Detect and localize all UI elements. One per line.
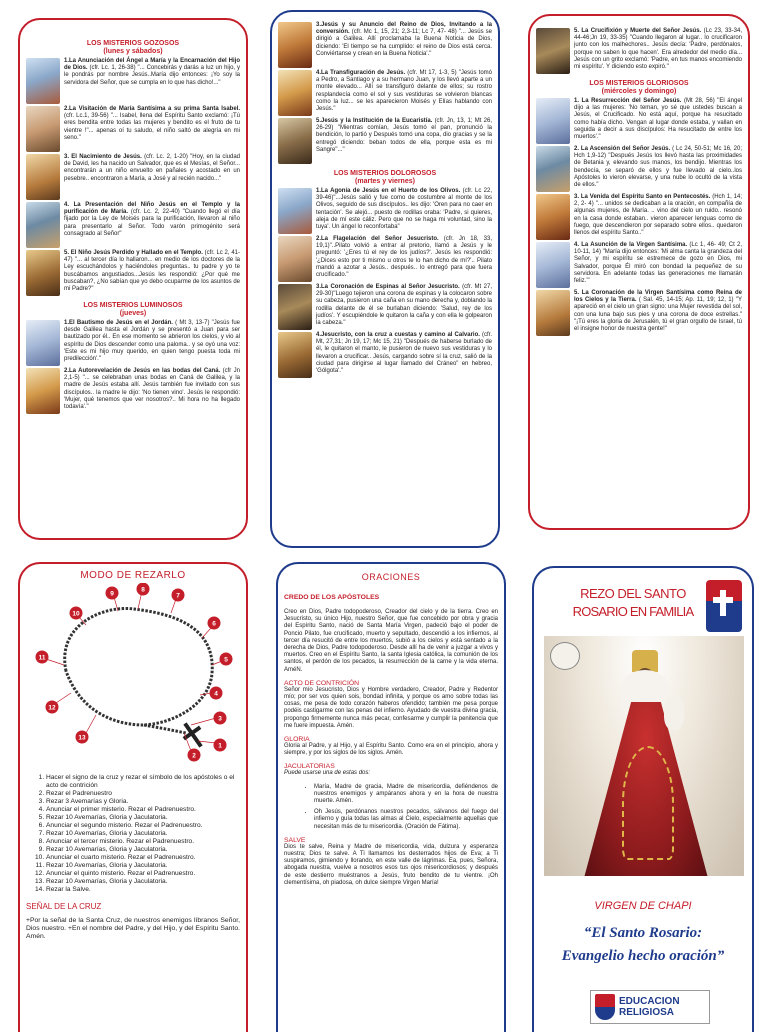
mysteries-panel-2 (270, 10, 500, 548)
mystery-item (536, 290, 742, 336)
mystery-item (278, 70, 492, 116)
how-to-pray-title: MODO DE REZARLO (80, 570, 186, 581)
step-item: 2. Rezar el Padrenuestro (46, 790, 240, 798)
senal-text: +Por la señal de la Santa Cruz, de nuestros enemigos líbranos Señor, Dios nuestro. +En el nombre del Padre, y del Hijo, y del Espíritu Santo. Amén. (26, 917, 240, 940)
bead-label: 7 (176, 592, 180, 600)
step-item: 1. Hacer el signo de la cruz y rezar el símbolo de los apóstoles o el acto de contrición (46, 774, 240, 790)
assumption-image (536, 242, 570, 288)
mystery-title: 5. El Niño Jesús Perdido y Hallado en el Templo. (64, 250, 203, 256)
step-item: 13. Rezar 10 Avemarías, Gloria y Jaculatoria. (46, 878, 240, 886)
school-logo (706, 580, 742, 632)
mystery-text: ( Lc 24, 50-51; Mc 16, 20; Hch 1,9-12) "Después Jesús los llevó hasta las proximidades de Betania y, elevando sus manos, los bendijo. Mientras los bendecía, se separó de ellos y fue llevado al cielo..los Apóstoles lo vieron elevarse, y una nube lo ocultó de la vista de ellos." (574, 146, 742, 189)
badge-line1: EDUCACION (619, 996, 680, 1007)
step-item: 6. Anunciar el segundo misterio. Rezar el Padrenuestro. (46, 822, 240, 830)
bead-label: 5 (224, 656, 228, 664)
prayers-title: ORACIONES (361, 572, 421, 582)
step-item: 5. Rezar 10 Avemarías, Gloria y Jaculatoria. (46, 814, 240, 822)
coronation-image (536, 290, 570, 336)
mystery-item (536, 194, 742, 240)
bead-label: 12 (48, 704, 56, 712)
contricion-text: Señor mío Jesucristo, Dios y Hombre verdadero, Creador, Padre y Redentor mío; por ser vos quien sois, bondad infinita, y porque os amo sobre todas las cosas, me pesa de todo corazón haberos ofendido; también me pesa porque podéis castigarme con las penas del infierno. Ayudado de vuestra divina gracia, propongo firmemente nunca más pecar, confesarme y cumplir la penitencia que me fuere impuesta. Amén. (284, 686, 498, 729)
bead-label: 8 (141, 586, 145, 594)
badge-shield-icon (595, 994, 615, 1020)
mystery-item (26, 154, 240, 200)
child-figure (664, 696, 684, 730)
gozosos-subtitle: (lunes y sábados) (103, 48, 163, 55)
cover-title-line2: ROSARIO EN FAMILIA (572, 604, 694, 619)
mystery-title: 4.Jesucristo, con la cruz a cuestas y camino al Calvario. (316, 332, 480, 338)
senal-title: SEÑAL DE LA CRUZ (26, 902, 102, 911)
mystery-item (26, 106, 240, 152)
mystery-text: (Mt 28, 56) "El ángel dijo a las mujeres: 'No teman, yo sé que ustedes buscan a Jesús, el Crucificado. No está aquí, porque ha resucitado como había dicho. Vengan al lugar donde estaba, y vallan en seguida a decir a sus discípulos: Ha resucitado de entre los muertos'." (574, 98, 742, 141)
mystery-title: 2. La Ascensión del Señor Jesús. (574, 146, 671, 152)
bead-label: 1 (218, 742, 222, 750)
rosary-diagram (26, 583, 240, 763)
mystery-item (26, 320, 240, 366)
jaculatorias-list (284, 784, 498, 831)
mystery-title: 4. La Asunción de la Virgen Santísima. (574, 242, 688, 248)
mystery-text: (cfr. Mt 27, 29-30)"Luego tejieron una corona de espinas y la colocaron sobre su cabeza, pusieron una caña en su mano derecha y, doblando la rodilla delante de él se burlaban diciendo: 'Salud, rey de los judíos'. Y escupiéndole le quitaron la caña y con ella le golpearon la cabeza." (316, 284, 492, 327)
bead-label: 13 (78, 734, 86, 742)
luminosos-subtitle: (jueves) (119, 310, 147, 317)
crucifixion-image (536, 28, 570, 74)
carrying-cross-image (278, 332, 312, 378)
gozosos-title: LOS MISTERIOS GOZOSOS (86, 40, 180, 47)
bead-label: 4 (214, 690, 218, 698)
cover-panel (532, 566, 754, 1032)
mystery-title: 3.Jesús y su Anuncio del Reino de Dios, Invitando a la conversión. (316, 22, 492, 36)
bead-label: 2 (192, 752, 196, 760)
step-item: 12. Anunciar el quinto misterio. Rezar el Padrenuestro. (46, 870, 240, 878)
steps-list (26, 774, 240, 894)
badge-line2: RELIGIOSA (619, 1007, 675, 1018)
contricion-title: ACTO DE CONTRICIÓN (284, 679, 360, 687)
cana-image (26, 368, 60, 414)
jaculatoria-item: • María, Madre de gracia, Madre de misericordia, defiéndenos de nuestros enemigos y ampáranos ahora y en la hora de nuestra muerte. Amén. (314, 784, 498, 806)
mysteries-panel-1 (18, 18, 248, 540)
cover-title-line1: REZO DEL SANTO (580, 586, 686, 601)
mystery-text: (cfr. Mt 17, 1-3, 5) "Jesús tomó a Pedro, a Santiago y a su hermano Juan, y los llevó aparte a un monte elevado... Allí se transfiguró delante de ellos; su rostro resplandecía como el sol y sus vestiduras se volvieron blancas como la luz... se les aparecieron Moisés y Elías hablando con Jesús." (316, 70, 492, 113)
eucharist-image (278, 118, 312, 164)
bead-label: 3 (218, 715, 222, 723)
baptism-image (26, 320, 60, 366)
mystery-item (278, 188, 492, 234)
mystery-title: 4.La Transfiguración de Jesús. (316, 70, 406, 76)
prayers-panel (276, 562, 506, 1032)
quote-line1: “El Santo Rosario: (583, 925, 703, 941)
luminosos-title: LOS MISTERIOS LUMINOSOS (83, 302, 183, 309)
mystery-title: 5.Jesús y la Institución de la Eucaristía. (316, 118, 433, 124)
how-to-pray-panel (18, 562, 248, 1032)
mystery-title: 4. La Presentación del Niño Jesús en el Templo y la purificación de María. (64, 202, 240, 216)
mystery-title: 1. La Resurrección del Señor Jesús. (574, 98, 682, 104)
annunciation-image (26, 58, 60, 104)
resurrection-image (536, 98, 570, 144)
bead-label: 6 (212, 620, 216, 628)
cross-icon (720, 590, 726, 616)
jaculatorias-subtitle: Puede usarse una de estas dos: (284, 770, 371, 777)
mystery-text: (cfr. Lc. 2, 1-20) "Hoy, en la ciudad de David, les ha nacido un Salvador, que es el Mesías, el Señor... encontrarán a un niño envuelto en pañales y acostado en un pesebre.. encontraron a María, a José y al recién nacido..." (64, 154, 240, 182)
mystery-title: 1.La Agonía de Jesús en el Huerto de los Olivos. (316, 188, 461, 194)
mystery-item (278, 284, 492, 330)
mystery-item (278, 332, 492, 378)
dolorosos-subtitle: (martes y viernes) (355, 178, 415, 185)
dolorosos-title: LOS MISTERIOS DOLOROSOS (333, 170, 437, 177)
mystery-title: 1.La Anunciación del Ángel a María y la Encarnación del Hijo de Dios. (64, 58, 240, 72)
step-item: 7. Rezar 10 Avemarías, Gloria y Jaculatoria. (46, 830, 240, 838)
gloria-text: Gloria al Padre, y al Hijo, y al Espíritu Santo. Como era en el principio, ahora y siempre, y por los siglos de los siglos. Amén. (284, 743, 498, 757)
nativity-image (26, 154, 60, 200)
credo-text: Creo en Dios, Padre todopoderoso, Creador del cielo y de la tierra. Creo en Jesucristo, su único Hijo, nuestro Señor, que fue concebido por obra y gracia del Espíritu Santo, nació de Santa María Virgen, padeció bajo el poder de Poncio Pilato, fue crucificado, muerto y sepultado, descendió a los infiernos, al tercer día resucitó de entre los muertos, subió a los cielos y está sentado a la derecha de Dios, Padre todopoderoso. Desde allí ha de venir a juzgar a vivos y muertos. Creo en el Espíritu Santo, la santa Iglesia católica, la comunión de los santos, el perdón de los pecados, la resurrección de la carne y la vida eterna. AméN. (284, 609, 498, 673)
mystery-text: (cfr. Mc 1, 15, 21; 2,3-11; Lc 7, 47- 48) "... Jesús se dirigió a Galilea. Allí proclamaba la Buena Noticia de Dios, diciendo: 'El tiempo se ha cumplido: el reino de Dios está cerca. Conviértanse y crean en la Buena Noticia'." (316, 29, 492, 57)
mystery-text: (cfr. Mt, 27,31; Jn 19, 17; Mc 15, 21) "Después de haberse burlado de él, le quitaron el manto, le pusieron de nuevo sus vestiduras y lo llevaron a crucificar.. Jesús, cargando sobre sí la cruz, salió de la ciudad para dirigirse al lugar llamado del Cráneo" en hebreo, 'Gólgota'." (316, 332, 492, 375)
credo-title: CREDO DE LOS APÓSTOLES (284, 594, 380, 601)
gloria-title: GLORIA (284, 736, 310, 744)
step-item: 3. Rezar 3 Avemarías y Gloria. (46, 798, 240, 806)
virgin-caption: VIRGEN DE CHAPI (594, 900, 692, 912)
mysteries-panel-3 (528, 14, 750, 530)
step-item: 10. Anunciar el cuarto misterio. Rezar el Padrenuestro. (46, 854, 240, 862)
mystery-item (26, 58, 240, 104)
gloriosos-subtitle: (miércoles y domingo) (601, 88, 677, 95)
bead-label: 9 (110, 590, 114, 598)
bead-label: 10 (72, 610, 80, 618)
visitation-image (26, 106, 60, 152)
mystery-item (26, 368, 240, 414)
agony-image (278, 188, 312, 234)
step-item: 14. Rezar la Salve. (46, 886, 240, 894)
mystery-text: ( Sal. 45, 14-15; Ap. 11, 19; 12, 1) "Y apareció en el cielo un gran signo: una Mujer revestida del sol, con una luna bajo sus pies y una corona de doce estrellas." "¡Tú eres la gloria de Jerusalén, tú el gran orgullo de Israel, tú el insigne honor de nuestra gente!" (574, 297, 742, 333)
salve-title: SALVE (284, 836, 306, 844)
mystery-item (278, 22, 492, 68)
mystery-item (536, 146, 742, 192)
ascension-image (536, 146, 570, 192)
step-item: 9. Rezar 10 Avemarías, Gloria y Jaculatoria. (46, 846, 240, 854)
mystery-title: 3.La Coronación de Espinas al Señor Jesucristo. (316, 284, 460, 290)
mystery-text: (Lc 1, 46- 49; Ct 2, 10-11, 14) "María dijo entonces: 'Mi alma canta la grandeza del Señor, y mi espíritu se estremece de gozo en Dios, mi Salvador, porque Él miró con bondad la pequeñez de su servidora. En adelante todas las generaciones me llamarán feliz.'" (574, 242, 742, 285)
gold-embroidery (622, 746, 674, 860)
presentation-image (26, 202, 60, 248)
mystery-title: 2.La Flagelación del Señor Jesucristo. (316, 236, 439, 242)
mystery-text: (cfr. Lc. 1, 26-38) "... Concebirás y darás a luz un hijo, y le pondrás por nombre Jesús..María dijo entonces: ¡Yo soy la servidora del Señor, que se cumpla en lo que has dicho!..." (64, 65, 240, 86)
mystery-text: (Lc 23, 33-34, 44-46;Jn 19, 33-35) "Cuando llegaron al lugar.. lo crucificaron junto con los malhechores.. Jesús decía: 'Padre, perdónalos, porque no saben lo que hacen'. Era alrededor del medio día... Jesús con un grito exclamó: 'Padre, en tus manos encomiendo mi espíritu'. Y diciendo esto expiró." (574, 28, 742, 71)
mystery-text: (cfr. Lc 2, 41-47) "... al tercer día lo hallaron... en medio de los doctores de la Ley escuchándolos y haciéndoles preguntas.. tu padre y yo te buscábamos angustiados...Jesús les respondió: ¿Por qué me buscaban?, ¿No sabían que yo debo ocuparme de los asuntos de mi Padre?" (64, 250, 240, 293)
step-item: 11. Rezar 10 Avemarías, Gloria y Jaculatoria. (46, 862, 240, 870)
transfiguration-image (278, 70, 312, 116)
mystery-text: (cfr. Lc.1, 39-56) "... Isabel, llena del Espíritu Santo exclamó: ¡Tú eres bendita entre todas las mujeres y bendito es el fruto de tu vientre !"... apenas oí tu saludo, el niño saltó de alegría en mi seno." (64, 113, 240, 141)
jaculatorias-title: JACULATORIAS (284, 763, 335, 771)
kingdom-image (278, 22, 312, 68)
salve-text: Dios te salve, Reina y Madre de misericordia, vida, dulzura y esperanza nuestra; Dios te salve. A Ti llamamos los desterrados hijos de Eva; a Ti suspiramos, gimiendo y llorando, en este valle de lágrimas. Ea, pues, Señora, abogada nuestra, vuelve a nosotros esos tus ojos misericordiosos; y después de este destierro muéstranos a Jesús, fruto bendito de tu vientre. ¡Oh clementísima, oh piadosa, oh dulce siempre Virgen María! (284, 843, 498, 886)
mystery-title: 5. La Crucifixión y Muerte del Señor Jesús. (574, 28, 702, 34)
mystery-text: (cfr. Jn 18, 33, 19,1)"..Pilato volvió a entrar al pretorio, llamó a Jesús y le preguntó: '¿Eres tú el rey de los judíos?'. Jesús les respondió: '¿Dices esto por ti mismo u otros te lo han dicho de mí?'.. Pilato mandó a azotar a Jesús.. después.. lo entregó para que fuera crucificado." (316, 236, 492, 279)
step-item: 4. Anunciar el primer misterio. Rezar el Padrenuestro. (46, 806, 240, 814)
pentecost-image (536, 194, 570, 240)
mystery-item (278, 118, 492, 164)
mystery-text: (cfr. Lc. 2, 22-40) "Cuando llegó el día fijado por la Ley de Moisés para la purificación, llevaron al niño para presentarlo al Señor. Todo varón primogénito será consagrado al Señor" (64, 209, 240, 237)
bishop-seal (550, 642, 580, 670)
mystery-title: 5. La Coronación de la Virgen Santísima como Reina de los Cielos y la Tierra. (574, 290, 742, 304)
temple-image (26, 250, 60, 296)
bead-label: 11 (38, 654, 46, 662)
crowning-image (278, 284, 312, 330)
mystery-title: 3. El Nacimiento de Jesús. (64, 154, 142, 160)
mystery-item (536, 98, 742, 144)
quote-line2: Evangelio hecho oración” (561, 948, 725, 964)
mystery-item (26, 250, 240, 296)
jaculatoria-item: • Oh Jesús, perdónanos nuestros pecados, sálvanos del fuego del infierno y guía todas las almas al Cielo, especialmente aquellas que necesitan más de tu misericordia. (Oración de Fátima). (314, 809, 498, 831)
mystery-item (278, 236, 492, 282)
mystery-item (536, 28, 742, 74)
step-item: 8. Anunciar el tercer misterio. Rezar el Padrenuestro. (46, 838, 240, 846)
scourging-image (278, 236, 312, 282)
virgin-image (544, 636, 744, 876)
mystery-item (536, 242, 742, 288)
gloriosos-title: LOS MISTERIOS GLORIOSOS (589, 80, 689, 87)
education-badge (590, 990, 710, 1024)
mystery-title: 3. La Venida del Espíritu Santo en Pentecostés. (574, 194, 711, 200)
mystery-text: (cfr Jn 2,1-5) "... se celebraban unas bodas en Caná de Galilea, y la madre de Jesús estaba allí. Jesús también fue invitado con sus discípulos.. la madre le dijo: 'No tienen vino'. Jesús le respondió: 'Mujer, qué tenemos que ver nosotros?.. Mi hora no ha llegado todavía'." (64, 368, 240, 411)
mystery-title: 1.El Bautismo de Jesús en el Jordán. (64, 320, 173, 326)
mystery-text: (Hch 1, 14; 2, 2- 4) "... unidos se dedicaban a la oración, en compañía de algunas mujeres, de María. .. vino del cielo un ruido.. resonó en la casa donde estaban.. vieron aparecer lenguas como de fuego, que descendieron por separado sobre ellos.. quedaron llenos del espíritu Santo.." (574, 194, 742, 237)
mystery-title: 2.La Visitación de María Santísima a su prima Santa Isabel. (64, 106, 240, 112)
mystery-title: 2.La Autorevelación de Jesús en las bodas del Caná. (64, 368, 221, 374)
mystery-text: (cfr. Lc 22, 39-46)"...Jesús salió y fue como de costumbre al monte de los Olivos, seguido de sus discípulos.. les dijo: 'Oren para no caer en tentación'. Se alejó... puesto de rodillas oraba: 'Padre, si quieres, aleja de mí este cáliz. Pero que no se haga mi voluntad, sino la tuya'. Un ángel lo reconfortaba" (316, 188, 492, 231)
mystery-text: (cfr. Jn, 13, 1; Mt 26, 26-29) "Mientras comían, Jesús tomó el pan, pronunció la bendición, lo partió y Después tomó una copa, dio gracias y se la entregó diciendo: beban todos de ella, porque esta es mi Sangre"..." (316, 118, 492, 153)
mystery-text: ( Mt 3, 13-7) "Jesús fue desde Galilea hasta el Jordán y se presentó a Juan para ser bautizado por él.. En ese momento se abrieron los cielos, y vio al espíritu de Dios descender como una paloma.. y se oyó una voz: 'Este es mi hijo muy querido, en quien tengo puesta toda mi predilección'." (64, 320, 240, 363)
mystery-item (26, 202, 240, 248)
